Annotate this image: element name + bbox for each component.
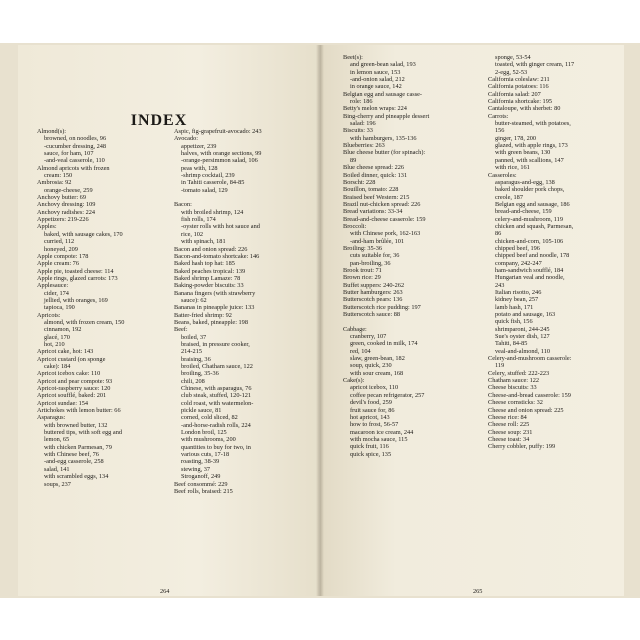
index-subentry: lemon, 65 [44,436,70,444]
index-subentry: 214-215 [181,348,202,356]
index-subentry: with rice, 161 [495,164,530,172]
index-subentry: pickle sauce, 81 [181,407,222,415]
index-subentry: glacé, 170 [44,333,70,341]
index-subentry: 119 [495,362,505,370]
index-subentry: appetizer, 239 [181,142,217,150]
index-entry: Braised beef Western: 215 [343,193,410,201]
index-subentry: -cucumber dressing, 248 [44,142,107,150]
index-subentry: with mocha sauce, 115 [350,435,408,443]
index-subentry: 86 [495,230,502,238]
index-entry: Apple pie, toasted cheese: 114 [37,267,114,275]
index-subentry: green, cooked in milk, 174 [350,340,418,348]
index-entry: Broccoli: [343,222,367,230]
index-entry: Bananas in pineapple juice: 133 [174,304,255,312]
index-entry: Beet(s): [343,54,363,61]
index-subentry: with hamburgers, 135-136 [350,134,417,142]
index-entry: Bouillon, tomato: 228 [343,186,399,194]
index-entry: Avocado: [174,135,199,143]
index-subentry: rice, 102 [181,230,204,238]
index-subentry: tapioca, 190 [44,304,75,312]
index-entry: Brazil nut-chicken spread: 226 [343,200,421,208]
index-entry: Anchovy radishes: 224 [37,208,96,216]
index-entry: Belgian egg and sausage casse- [343,90,423,98]
index-entry: Cheese and onion spread: 225 [488,406,564,414]
index-subentry: Sue's oyster dish, 127 [495,333,550,341]
index-entry: Bacon and onion spread: 226 [174,245,248,253]
index-entry: Butter hamburgers: 263 [343,289,403,296]
index-entry: Cantaloupe, with sherbet: 80 [488,105,561,113]
index-entry: Apricot icebox cake: 110 [37,370,101,378]
index-subentry: -oyster rolls with hot sauce and [181,223,260,231]
index-subentry: Italian risotto, 246 [495,289,542,296]
index-entry: Bread-and-cheese casserole: 159 [343,215,426,223]
index-subentry: in Tahiti casserole, 84-85 [181,179,245,187]
index-entry: Chatham sauce: 122 [488,377,540,385]
index-entry: Cheese biscuits: 33 [488,384,537,392]
index-subentry: 156 [495,127,505,135]
index-subentry: chili, 208 [181,377,205,385]
index-subentry: -and-veal casserole, 110 [44,157,105,165]
index-subentry: braised, in pressure cooker, [181,340,250,348]
index-entry: Casseroles: [488,171,517,179]
index-subentry: almond, with frozen cream, 150 [44,318,125,326]
index-entry: Broiling: 35-36 [343,244,383,252]
index-subentry: ginger, 178, 200 [495,134,537,142]
index-subentry: cuts suitable for, 36 [350,252,400,260]
index-subentry: red, 104 [350,347,371,355]
index-subentry: creole, 187 [495,193,523,201]
index-subentry: -tomato salad, 129 [181,186,228,194]
index-entry: California coleslaw: 211 [488,76,550,84]
index-entry: Apricot-raspberry sauce: 120 [37,385,111,393]
index-subentry: -and-onion salad, 212 [350,76,405,84]
index-entry: Brook trout: 71 [343,266,382,274]
index-entry: Butterscotch sauce: 88 [343,311,401,319]
index-entry: California shortcake: 195 [488,98,552,106]
index-subentry: boiled, 37 [181,333,207,341]
index-subentry: corned, cold sliced, 82 [181,414,238,422]
index-subentry: halves, with orange sections, 99 [181,150,262,158]
index-subentry: cake): 184 [44,363,71,370]
index-subentry: -shrimp cocktail, 239 [181,172,235,180]
index-column-1 [37,128,167,488]
index-entry: Cherry cobbler, puffy: 199 [488,443,556,451]
index-subentry: role: 186 [350,98,373,106]
index-subentry: company, 242-247 [495,259,542,267]
index-subentry: pan-broiling, 36 [350,259,391,267]
index-entry: Carrots: [488,112,509,120]
index-entry: Cheese rice: 84 [488,413,527,421]
index-entry: Baked hash top hat: 185 [174,260,235,268]
index-subentry: in orange sauce, 142 [350,83,402,91]
index-subentry: orange-cheese, 259 [44,186,93,194]
index-entry: Almond(s): [37,128,67,135]
index-subentry: in lemon sauce, 153 [350,68,401,76]
index-entry: Blueberries: 263 [343,142,385,150]
index-subentry: chicken and squash, Parmesan, [495,222,574,230]
index-subentry: soup, quick, 230 [350,362,392,370]
index-entry: Cheese cornsticks: 32 [488,399,543,407]
index-subentry: chicken-and-corn, 105-106 [495,237,564,245]
index-entry: Anchovy butter: 69 [37,194,86,202]
index-entry: Cheese-and-bread casserole: 159 [488,391,571,399]
index-column-3 [343,54,483,458]
index-entry: Butterscotch rice pudding: 197 [343,303,421,311]
index-subentry: how to frost, 56-57 [350,421,399,429]
index-entry: Apples: [37,223,57,231]
index-subentry: with spinach, 181 [181,238,226,246]
index-subentry: stewing, 37 [181,465,211,473]
index-subentry: Chinese, with asparagus, 76 [181,385,252,393]
index-subentry: with Chinese beef, 76 [44,451,99,459]
index-subentry: quick fish, 156 [495,318,533,326]
index-subentry: asparagus-and-egg, 138 [495,178,555,186]
index-entry: Betty's melon wraps: 224 [343,105,407,113]
index-subentry: jellied, with oranges, 169 [44,296,108,304]
index-subentry: toasted, with ginger cream, 117 [495,61,575,69]
index-entry: Banana fingers (with strawberry [174,289,256,297]
index-entry: Apricots: [37,311,61,319]
index-subentry: buttered tips, with soft egg and [44,429,122,437]
index-subentry: coffee pecan refrigerator, 257 [350,391,425,399]
page-number-right: 265 [473,588,483,595]
index-subentry: panned, with scallions, 147 [495,156,564,164]
index-subentry: curried, 112 [44,238,75,246]
index-subentry: roasting, 38-39 [181,458,220,466]
index-subentry: shrimparoni, 244-245 [495,325,550,333]
index-subentry: ham-sandwich soufflé, 184 [495,266,564,274]
index-subentry: Stroganoff, 249 [181,473,221,481]
index-entry: Cheese toast: 34 [488,435,530,443]
index-subentry: London broil, 125 [181,429,227,437]
section-gap [343,318,483,325]
index-subentry: glazed, with apple rings, 173 [495,142,568,150]
index-subentry: -and-egg casserole, 258 [44,458,104,466]
page-number-left: 264 [160,588,170,595]
index-subentry: 243 [495,281,505,289]
index-subentry: -orange-persimmon salad, 106 [181,157,258,165]
index-entry: Apricot custard (on sponge [37,355,106,363]
index-subentry: broiled, Chatham sauce, 122 [181,363,253,370]
index-subentry: with sour cream, 168 [350,369,404,377]
index-entry: Aspic, fig-grapefruit-avocado: 243 [174,128,262,135]
index-subentry: sponge, 53-54 [495,54,531,61]
index-entry: California potatoes: 116 [488,83,549,91]
index-subentry: veal-and-almond, 110 [495,347,551,355]
index-subentry: quick fruit, 116 [350,443,389,451]
index-entry: Anchovy dressing: 109 [37,201,96,209]
index-subentry: baked shoulder pork chops, [495,186,565,194]
index-entry: Celery, stuffed: 222-223 [488,369,550,377]
index-entry: Baked peaches tropical: 139 [174,267,246,275]
index-column-4 [488,54,628,451]
index-subentry: cream: 150 [44,172,73,180]
index-subentry: cider, 174 [44,289,69,297]
index-entry: Applesauce: [37,282,69,290]
index-subentry: various cuts, 17-18 [181,451,230,459]
index-subentry: fruit sauce for, 86 [350,406,395,414]
index-subentry: baked, with sausage cakes, 170 [44,230,123,238]
index-subentry: braising, 36 [181,355,211,363]
index-entry: Cake(s): [343,377,365,385]
index-subentry: 89 [350,156,357,164]
index-subentry: macaroon ice cream, 244 [350,428,414,436]
index-subentry: chipped beef, 196 [495,244,540,252]
index-subentry: with scrambled eggs, 134 [44,473,109,481]
index-entry: Biscuits: 33 [343,127,373,135]
index-entry: Cabbage: [343,325,367,333]
index-entry: Brown rice: 29 [343,274,381,282]
index-entry: Blue cheese spread: 226 [343,164,405,172]
index-subentry: hot, 210 [44,340,65,348]
index-entry: Cheese soup: 231 [488,428,533,436]
index-subentry: salad, 141 [44,465,70,473]
index-entry: Artichokes with lemon butter: 66 [37,407,121,415]
index-entry: Baked shrimp Lamaze: 78 [174,274,241,282]
index-subentry: broiling, 35-36 [181,370,219,378]
index-entry: Apple cream: 76 [37,260,79,268]
index-subentry: chipped beef and noodle, 178 [495,252,570,260]
index-subentry: kidney bean, 257 [495,296,539,304]
index-subentry: with chicken Parmesan, 79 [44,443,112,451]
index-subentry: slaw, green-bean, 182 [350,355,405,363]
index-column-2 [174,128,314,495]
index-entry: Almond apricots with frozen [37,164,110,172]
index-subentry: cold roast, with watermelon- [181,399,254,407]
index-subentry: fish rolls, 174 [181,216,216,224]
index-subentry: with browned butter, 132 [44,421,108,429]
index-entry: Apricot sundae: 154 [37,399,89,407]
index-entry: Apple compote: 178 [37,252,89,260]
index-subentry: Hungarian veal and noodle, [495,274,565,282]
index-subentry: butter-steamed, with potatoes, [495,120,571,128]
index-subentry: browned, on noodles, 96 [44,135,107,143]
index-subentry: cinnamon, 192 [44,326,82,334]
index-subentry: -and-horse-radish rolls, 224 [181,421,251,429]
index-entry: Borscht: 228 [343,178,376,186]
index-entry: California salad: 207 [488,90,541,98]
index-subentry: with Chinese pork, 162-163 [350,230,421,238]
index-entry: Beef rolls, braised: 215 [174,487,233,495]
index-entry: Asparagus: [37,414,66,422]
index-entry: Beans, baked, pineapple: 198 [174,318,248,326]
index-entry: Buffet suppers: 240-262 [343,281,405,289]
index-entry: Boiled dinner, quick: 131 [343,171,408,179]
index-subentry: apricot icebox, 110 [350,384,399,392]
index-entry: Beef: [174,326,188,334]
index-entry: Butterscotch pears: 136 [343,296,403,304]
index-entry: Beef consommé: 229 [174,480,228,488]
index-subentry: soups, 237 [44,480,71,488]
index-entry: Cheese roll: 225 [488,421,530,429]
index-entry: Blue cheese butter (for spinach): [343,149,426,157]
index-subentry: -and-ham brûlée, 101 [350,237,405,245]
index-subentry: lamb hash, 171 [495,303,534,311]
index-subentry: potato and sausage, 163 [495,311,556,319]
index-subentry: Belgian egg and sausage, 186 [495,200,570,208]
index-subentry: with green beans, 130 [495,149,551,157]
index-subentry: sauce, for ham, 107 [44,150,94,158]
index-entry: Appetizers: 219-226 [37,216,89,224]
index-entry: Ambrosia: 92 [37,179,72,187]
index-entry: Apricot and pear compote: 93 [37,377,113,385]
index-subentry: peas with, 128 [181,164,218,172]
index-subentry: with mushrooms, 200 [181,436,236,444]
index-entry: Bing-cherry and pineapple dessert [343,112,430,120]
index-subentry: with broiled shrimp, 124 [181,208,244,216]
index-subentry: hot apricot, 143 [350,413,390,421]
index-entry: Apricot cake, hot: 143 [37,348,94,356]
index-subentry: quantities to buy for two, in [181,443,251,451]
index-entry: Celery-and-mushroom casserole: [488,355,572,363]
index-subentry: quick spice, 135 [350,450,392,458]
index-entry: Bacon: [174,201,192,209]
index-subentry: club steak, stuffed, 120-121 [181,392,252,400]
index-entry: Batter-fried shrimp: 92 [174,311,232,319]
index-subentry: salad: 196 [350,120,376,128]
index-entry: Apricot soufflé, baked: 201 [37,392,107,400]
index-subentry: Tahiti, 84-85 [495,340,528,348]
index-subentry: celery-and-mushroom, 119 [495,215,563,223]
index-subentry: cranberry, 107 [350,333,387,341]
index-subentry: devil's food, 259 [350,399,392,407]
index-entry: Bread variations: 33-34 [343,208,403,216]
index-title: INDEX [130,112,188,129]
index-entry: Bacon-and-tomato shortcake: 146 [174,252,260,260]
index-subentry: honeyed, 209 [44,245,78,253]
index-entry: Apple rings, glazed carrots: 173 [37,274,118,282]
index-subentry: bread-and-cheese, 159 [495,208,552,216]
index-subentry: 2-egg, 52-53 [495,68,528,76]
index-subentry: and green-bean salad, 193 [350,61,416,69]
section-gap [174,194,314,201]
index-entry: Baking-powder biscuits: 33 [174,282,244,290]
index-subentry: sauce): 62 [181,296,207,304]
